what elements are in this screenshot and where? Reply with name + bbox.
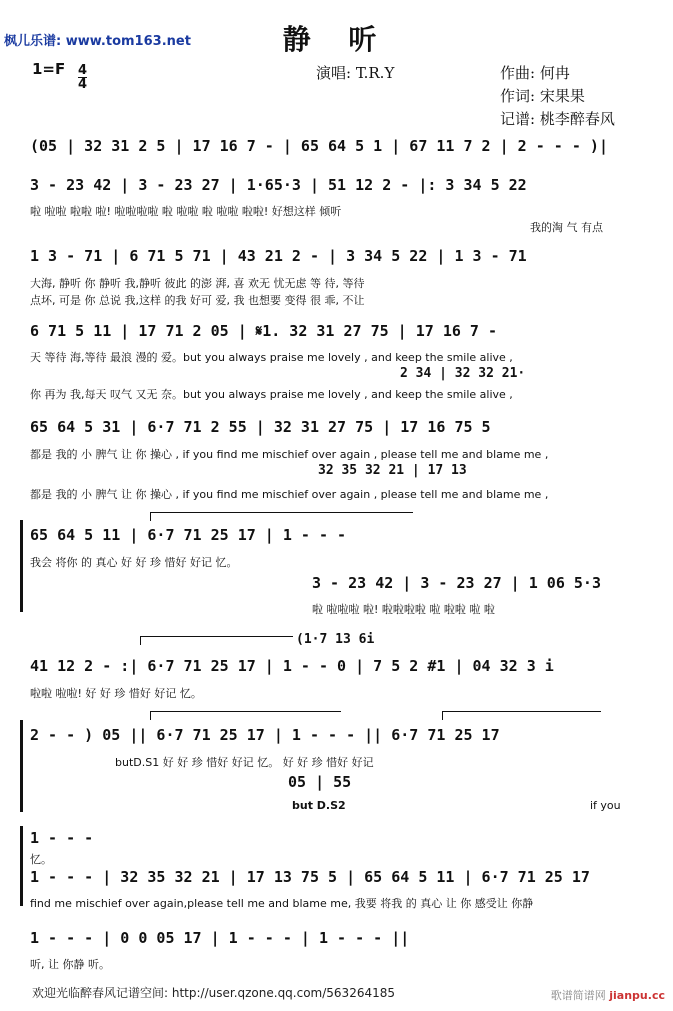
score-line-9-notes: 1 - - - | 32 35 32 21 | 17 13 75 5 | 65 64 5 11 | 6·7 71 25 17 xyxy=(30,868,590,886)
time-signature xyxy=(78,64,87,91)
composer: 作曲: 何冉 xyxy=(500,64,570,82)
score-line-10-lyric: 听, 让 你静 听。 xyxy=(30,958,110,971)
score-line-8-lyric: butD.S1 好 好 珍 惜好 好记 忆。 好 好 珍 惜好 好记 xyxy=(115,756,374,769)
score-line-2-lyric-1: 啦 啦啦 啦啦 啦! 啦啦啦啦 啦 啦啦 啦 啦啦 啦啦! 好想这样 倾听 xyxy=(30,205,342,218)
score-line-1-notes: (05 | 32 31 2 5 | 17 16 7 - | 65 64 5 1 | 67 11 7 2 | 2 - - - )| xyxy=(30,137,608,155)
score-line-6-lower-lyric: 啦 啦啦啦 啦! 啦啦啦啦 啦 啦啦 啦 啦 xyxy=(312,603,495,616)
volta-2 xyxy=(140,636,293,645)
system-bracket-2 xyxy=(20,720,23,812)
score-line-5-lyric-2: 都是 我的 小 脾气 让 你 操心 , if you find me mischief over again , please tell me and blame me , xyxy=(30,488,549,501)
score-line-4-lyric-1: 天 等待 海,等待 最浪 漫的 爱。but you always praise me lovely , and keep the smile alive , xyxy=(30,351,513,364)
score-line-8-coda-notes: 05 | 55 xyxy=(288,773,352,791)
score-line-6-lyric: 我会 将你 的 真心 好 好 珍 惜好 好记 忆。 xyxy=(30,556,238,569)
score-line-7-notes: 41 12 2 - :| 6·7 71 25 17 | 1 - - 0 | 7 5 2 #1 | 04 32 3 i xyxy=(30,657,554,675)
lyricist: 作词: 宋果果 xyxy=(500,87,585,105)
watermark xyxy=(551,987,665,1003)
score-line-6-notes: 65 64 5 11 | 6·7 71 25 17 | 1 - - - xyxy=(30,526,347,544)
score-line-9-top-notes: 1 - - - xyxy=(30,829,94,847)
system-bracket-3 xyxy=(20,826,23,906)
score-line-5-notes: 65 64 5 31 | 6·7 71 2 55 | 32 31 27 75 | 17 16 75 5 xyxy=(30,418,491,436)
footer-note: 欢迎光临醉春风记谱空间: http://user.qzone.qq.com/563264185 xyxy=(32,986,396,1000)
score-line-8-ifyou: if you xyxy=(590,799,621,812)
time-top: 4 xyxy=(78,63,88,78)
site-banner: 枫儿乐谱: www.tom163.net xyxy=(4,34,191,49)
score-line-9-lyric: find me mischief over again,please tell me and blame me, 我要 将我 的 真心 让 你 感受让 你静 xyxy=(30,897,534,910)
score-line-4-notes: 6 71 5 11 | 17 71 2 05 | 𝄋1. 32 31 27 75 | 17 16 7 - xyxy=(30,322,498,340)
volta-3 xyxy=(150,711,341,720)
singer: 演唱: T.R.Y xyxy=(316,64,395,82)
volta-4 xyxy=(442,711,601,720)
time-bottom: 4 xyxy=(78,77,88,92)
score-line-2-notes: 3 - 23 42 | 3 - 23 27 | 1·65·3 | 51 12 2 - |: 3 34 5 22 xyxy=(30,176,527,194)
score-line-8-notes: 2 - - ) 05 || 6·7 71 25 17 | 1 - - - || 6·7 71 25 17 xyxy=(30,726,500,744)
score-line-3-lyric-2: 点坏, 可是 你 总说 我,这样 的我 好可 爱, 我 也想要 变得 很 乖, 不让 xyxy=(30,294,365,307)
score-line-2-lyric-2: 我的淘 气 有点 xyxy=(530,221,603,234)
score-line-3-notes: 1 3 - 71 | 6 71 5 71 | 43 21 2 - | 3 34 5 22 | 1 3 - 71 xyxy=(30,247,527,265)
score-line-5-lyric-1: 都是 我的 小 脾气 让 你 操心 , if you find me mischief over again , please tell me and blame me , xyxy=(30,448,549,461)
watermark-domain: jianpu.cc xyxy=(609,989,665,1002)
score-line-3-lyric-1: 大海, 静听 你 静听 我,静听 彼此 的澎 湃, 喜 欢无 忧无虑 等 待, 等待 xyxy=(30,277,365,290)
score-line-6-lower-notes: 3 - 23 42 | 3 - 23 27 | 1 06 5·3 xyxy=(312,574,601,592)
score-line-7-lyric: 啦啦 啦啦! 好 好 珍 惜好 好记 忆。 xyxy=(30,687,202,700)
song-title: 静 听 xyxy=(282,23,391,56)
score-line-10-notes: 1 - - - | 0 0 05 17 | 1 - - - | 1 - - - || xyxy=(30,929,410,947)
score-line-9-top-lyric: 忆。 xyxy=(30,853,52,866)
score-line-4-harmony: 2 34 | 32 32 21· xyxy=(400,366,526,381)
watermark-text: 歌谱简谱网 xyxy=(550,989,606,1002)
transcriber: 记谱: 桃李醉春风 xyxy=(500,110,615,128)
key-signature: 1=F xyxy=(32,60,66,78)
volta-1 xyxy=(150,512,413,521)
score-line-4-lyric-2: 你 再为 我,每天 叹气 又无 奈。but you always praise me lovely , and keep the smile alive , xyxy=(30,388,513,401)
score-line-5-harmony: 32 35 32 21 | 17 13 xyxy=(318,463,467,478)
system-bracket xyxy=(20,520,23,612)
score-line-7-intro: (1·7 13 6i xyxy=(296,632,375,647)
score-line-8-ds2: but D.S2 xyxy=(292,799,346,812)
